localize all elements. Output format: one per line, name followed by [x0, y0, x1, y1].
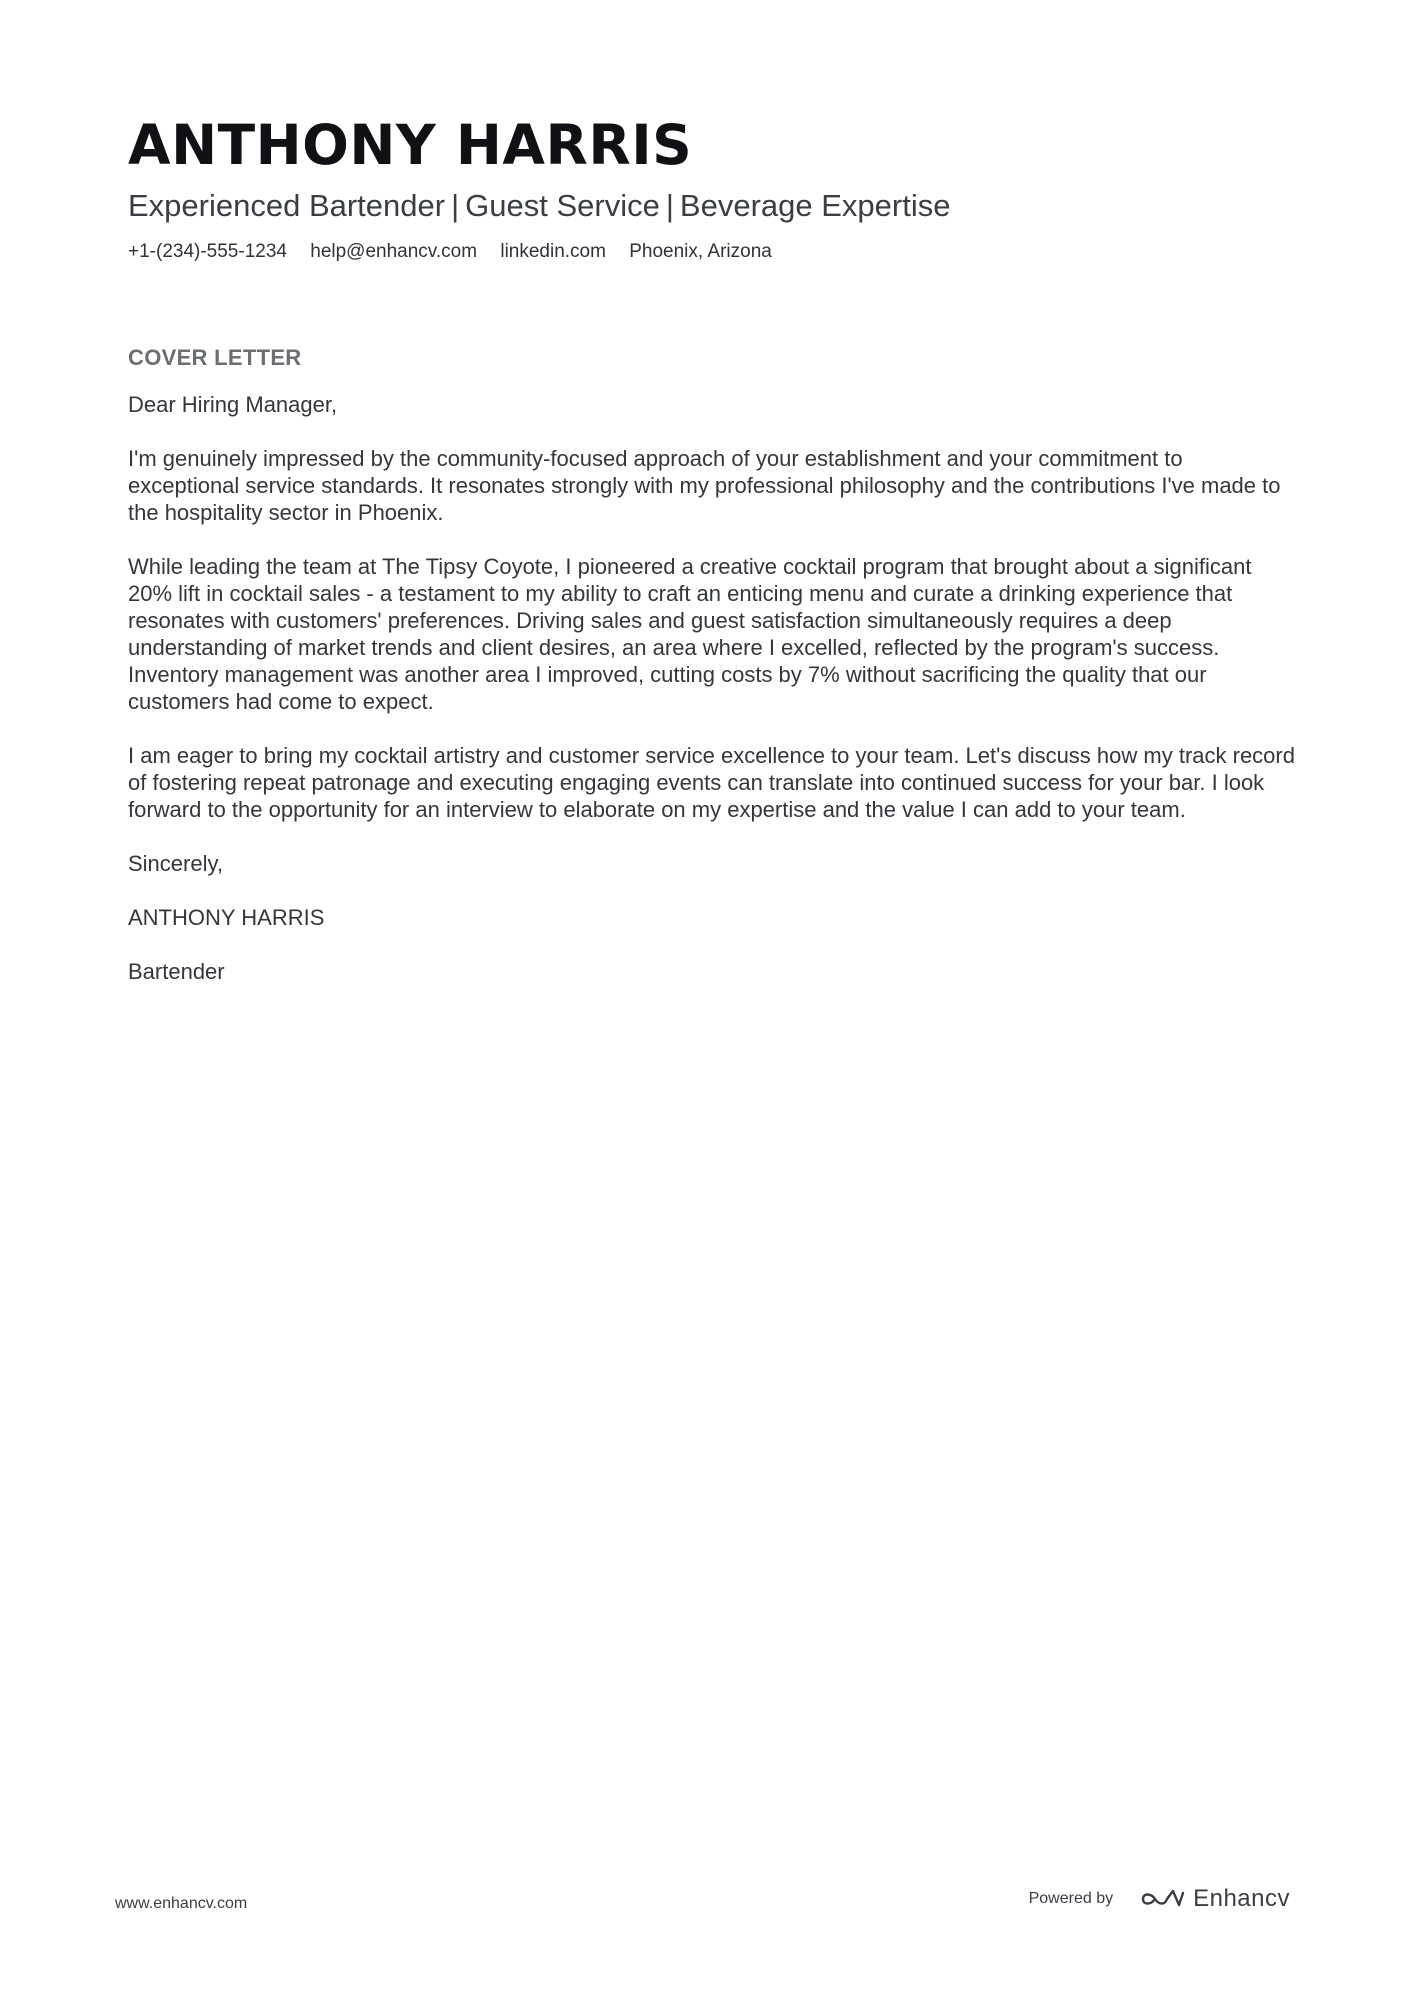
brand-name: Enhancv [1193, 1885, 1290, 1912]
applicant-name: ANTHONY HARRIS [128, 113, 693, 177]
headline-skill-beverage: Beverage Expertise [679, 188, 951, 223]
signature-name: ANTHONY HARRIS [128, 905, 325, 930]
paragraph-intro: I'm genuinely impressed by the community-focused approach of your establishment and your commitment to exceptional service standards. It resonates strongly with my professional philosophy and the contributions I've made to the hospitality sector in Phoenix. [128, 446, 1281, 525]
closing: Sincerely, [128, 851, 223, 876]
headline-separator: | [451, 188, 460, 223]
signature-title: Bartender [128, 959, 225, 984]
contact-location: Phoenix, Arizona [629, 241, 772, 262]
paragraph-closing: I am eager to bring my cocktail artistry and customer service excellence to your team. Let's discuss how my track record of fostering repeat patronage and executing engaging events can translate into continued success for your bar. I look forward to the opportunity for an interview to elaborate on my expertise and the value I can add to your team. [128, 743, 1295, 822]
contact-linkedin[interactable]: linkedin.com [500, 241, 606, 262]
footer-website[interactable]: www.enhancv.com [115, 1895, 248, 1912]
contact-info [128, 240, 1288, 264]
contact-email[interactable]: help@enhancv.com [310, 241, 478, 262]
headline [128, 186, 1288, 226]
contact-phone[interactable]: +1-(234)-555-1234 [128, 241, 287, 262]
footer-branding [1029, 1885, 1290, 1913]
enhancv-logo-icon [1139, 1887, 1185, 1911]
header [128, 112, 1288, 264]
powered-by-label: Powered by [1028, 1890, 1114, 1907]
headline-role: Experienced Bartender [128, 188, 446, 223]
enhancv-logo[interactable] [1139, 1885, 1290, 1913]
salutation: Dear Hiring Manager, [128, 392, 338, 417]
letter-body [128, 343, 1298, 1012]
section-title: COVER LETTER [128, 345, 302, 370]
headline-separator: | [665, 188, 674, 223]
headline-skill-guest-service: Guest Service [465, 188, 660, 223]
paragraph-experience: While leading the team at The Tipsy Coyote, I pioneered a creative cocktail program that brought about a significant 20% lift in cocktail sales - a testament to my ability to craft an enticing menu and curate a drinking experience that resonates with customers' preferences. Driving sales and guest satisfaction simultaneously requires a deep understanding of market trends and client desires, an area where I excelled, reflected by the program's success. Inventory management was another area I improved, cutting costs by 7% without sacrificing the quality that our customers had come to expect. [128, 554, 1252, 714]
